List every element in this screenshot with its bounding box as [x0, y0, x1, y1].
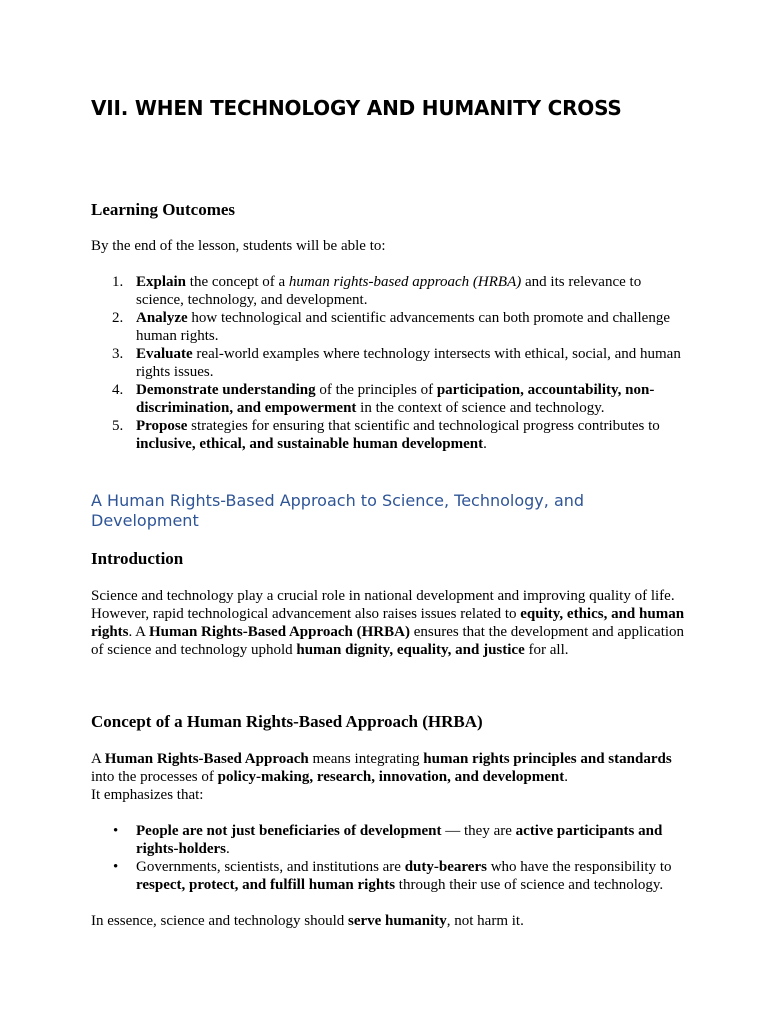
- concept-bold: policy-making, research, innovation, and development: [217, 769, 565, 785]
- outcome-text: how technological and scientific advancements can both promote and challenge human rights.: [136, 310, 670, 344]
- concept-bold: human rights principles and standards: [423, 751, 672, 767]
- outcome-text: of the principles of: [315, 382, 437, 398]
- outcome-verb: Evaluate: [136, 346, 193, 362]
- outcome-italic: human rights-based approach (HRBA): [288, 274, 522, 290]
- list-number: 5.: [112, 418, 124, 434]
- outcome-verb: Explain: [136, 274, 187, 290]
- outcome-verb: Propose: [136, 418, 188, 434]
- outcome-verb: Analyze: [136, 310, 188, 326]
- outcome-text: and its relevance to science, technology, and development.: [136, 274, 642, 308]
- closing-text: In essence, science and technology should: [91, 913, 348, 929]
- list-number: 4.: [112, 382, 124, 398]
- concept-bullet-list: [91, 822, 691, 894]
- intro-bold: equity, ethics, and human rights: [91, 606, 685, 640]
- outcome-bold: inclusive, ethical, and sustainable human development: [136, 436, 484, 452]
- bullet-text: through their use of science and technology.: [395, 877, 664, 893]
- concept-text: into the processes of: [91, 769, 218, 785]
- list-item: [91, 345, 691, 381]
- concept-text: .: [564, 769, 568, 785]
- outcome-text: real-world examples where technology intersects with ethical, social, and human rights issues.: [136, 346, 681, 380]
- introduction-heading: Introduction: [91, 549, 184, 568]
- intro-text: Science and technology play a crucial role in national development and improving quality of life. However, rapid technological advancement also raises issues related to: [91, 588, 675, 622]
- concept-text: A: [91, 751, 105, 767]
- list-item: [91, 858, 691, 894]
- learning-outcomes-heading: Learning Outcomes: [91, 200, 236, 219]
- list-number: 1.: [112, 274, 124, 290]
- document-title: VII. WHEN TECHNOLOGY AND HUMANITY CROSS: [91, 96, 622, 120]
- intro-text: ensures that the development and application of science and technology uphold: [91, 624, 685, 658]
- list-item: [91, 417, 691, 453]
- bullet-bold: People are not just beneficiaries of development: [136, 823, 442, 839]
- outcome-text: the concept of a: [186, 274, 289, 290]
- bullet-text: — they are: [441, 823, 516, 839]
- learning-outcomes-intro: By the end of the lesson, students will be able to:: [91, 238, 386, 254]
- bullet-text: .: [226, 841, 230, 857]
- introduction-paragraph: [91, 587, 691, 659]
- concept-text: It emphasizes that:: [91, 787, 204, 803]
- bullet-text: Governments, scientists, and institutions are: [136, 859, 405, 875]
- closing-text: , not harm it.: [446, 913, 524, 929]
- intro-bold: Human Rights-Based Approach (HRBA): [148, 624, 410, 640]
- list-number: 3.: [112, 346, 124, 362]
- outcome-text: in the context of science and technology.: [356, 400, 605, 416]
- list-item: [91, 822, 691, 858]
- intro-bold: human dignity, equality, and justice: [296, 642, 525, 658]
- closing-paragraph: [91, 912, 691, 930]
- concept-text: means integrating: [308, 751, 424, 767]
- outcome-text: strategies for ensuring that scientific and technological progress contributes to: [187, 418, 660, 434]
- bullet-text: who have the responsibility to: [486, 859, 672, 875]
- list-item: [91, 309, 691, 345]
- bullet-symbol: •: [113, 859, 119, 875]
- bullet-bold: active participants and rights-holders: [136, 823, 663, 857]
- learning-outcomes-list: [91, 273, 691, 453]
- outcome-text: .: [483, 436, 487, 452]
- outcome-verb: Demonstrate understanding: [136, 382, 316, 398]
- closing-bold: serve humanity: [348, 913, 447, 929]
- intro-text: for all.: [524, 642, 569, 658]
- concept-bold: Human Rights-Based Approach: [104, 751, 309, 767]
- section-title: A Human Rights-Based Approach to Science, Technology, and Development: [91, 491, 585, 530]
- concept-paragraph: [91, 750, 691, 804]
- bullet-bold: respect, protect, and fulfill human rights: [136, 877, 396, 893]
- bullet-bold: duty-bearers: [404, 859, 487, 875]
- intro-text: . A: [128, 624, 149, 640]
- bullet-symbol: •: [113, 823, 119, 839]
- list-number: 2.: [112, 310, 124, 326]
- list-item: [91, 273, 691, 309]
- outcome-bold: participation, accountability, non-discrimination, and empowerment: [136, 382, 655, 416]
- concept-heading: Concept of a Human Rights-Based Approach (HRBA): [91, 712, 483, 731]
- list-item: [91, 381, 691, 417]
